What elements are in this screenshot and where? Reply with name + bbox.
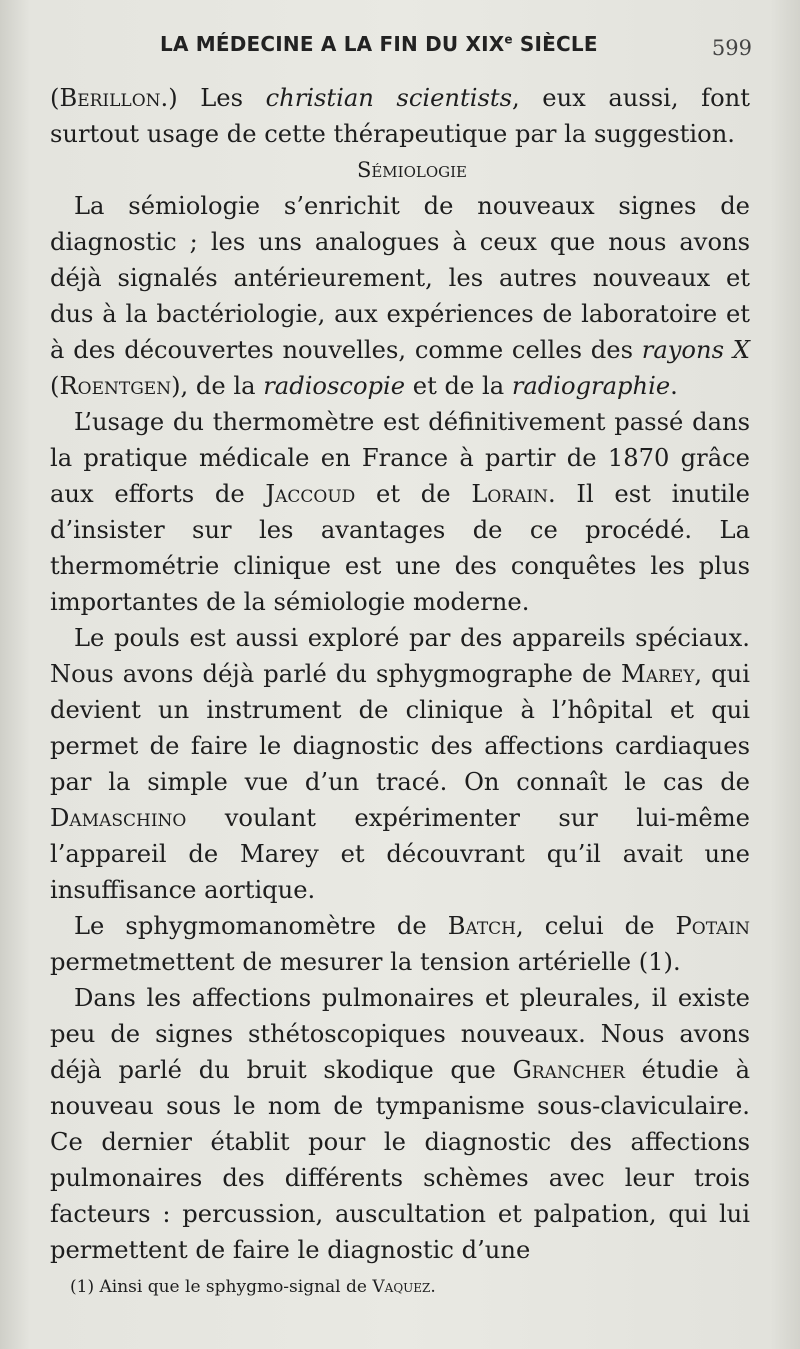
author-name: Vaquez [372, 1277, 431, 1297]
page-body [50, 80, 750, 1268]
paragraph-continuation: (Berillon.) Les christian scientists, eux aussi, font surtout usage de cette thérapeutique par la suggestion. [50, 84, 750, 148]
paragraph-sphygmomanometre: Le sphygmomanomètre de Batch, celui de Potain permetmettent de mesurer la tension artérielle (1). [50, 912, 750, 976]
paragraph-pulmonaires: Dans les affections pulmonaires et pleurales, il existe peu de signes sthétoscopiques nouveaux. Nous avons déjà parlé du bruit skodique que Grancher étudie à nouveau sous le nom de tympanisme sous-claviculaire. Ce dernier établit pour le diagnostic des affections pulmonaires des différents schèmes avec leur trois facteurs : percussion, auscultation et palpation, qui lui permettent de faire le diagnostic d’une [50, 984, 750, 1264]
paragraph-pouls: Le pouls est aussi exploré par des appareils spéciaux. Nous avons déjà parlé du sphygmographe de Marey, qui devient un instrument de clinique à l’hôpital et qui permet de faire le diagnostic des affections cardiaques par la simple vue d’un tracé. On connaît le cas de Damaschino voulant expérimenter sur lui-même l’appareil de Marey et découvrant qu’il avait une insuffisance aortique. [50, 624, 750, 904]
author-name: Marey [620, 660, 695, 688]
footnote: (1) Ainsi que le sphygmo-signal de Vaquez. [70, 1277, 436, 1297]
author-name: Roentgen [59, 372, 172, 400]
author-name: Damaschino [50, 804, 187, 832]
author-name: Berillon. [59, 84, 169, 112]
paragraph-semiologie: La sémiologie s’enrichit de nouveaux signes de diagnostic ; les uns analogues à ceux que nous avons déjà signalés antérieurement, les autres nouveaux et dus à la bactériologie, aux expériences de laboratoire et à des découvertes nouvelles, comme celles des rayons X (Roentgen), de la radioscopie et de la radiographie. [50, 192, 750, 400]
author-name: Jaccoud [265, 480, 356, 508]
paragraph-thermometre: L’usage du thermomètre est définitivement passé dans la pratique médicale en France à partir de 1870 grâce aux efforts de Jaccoud et de Lorain. Il est inutile d’insister sur les avantages de ce procédé. La thermométrie clinique est une des conquêtes les plus importantes de la sémiologie moderne. [50, 408, 750, 616]
author-name: Batch [447, 912, 517, 940]
author-name: Grancher [512, 1056, 625, 1084]
section-title: Sémiologie [356, 158, 468, 182]
running-title-superscript: e [504, 32, 513, 47]
running-title-end: SIÈCLE [512, 32, 598, 56]
running-header [160, 32, 660, 56]
author-name: Potain [675, 912, 750, 940]
italic-term: christian scientists [265, 84, 513, 112]
author-name: Lorain [471, 480, 548, 508]
italic-term: radiographie [511, 372, 671, 400]
page-number: 599 [711, 36, 752, 60]
italic-term: rayons X [641, 336, 750, 364]
running-title: LA MÉDECINE A LA FIN DU XIX [160, 32, 505, 56]
italic-term: radioscopie [263, 372, 406, 400]
